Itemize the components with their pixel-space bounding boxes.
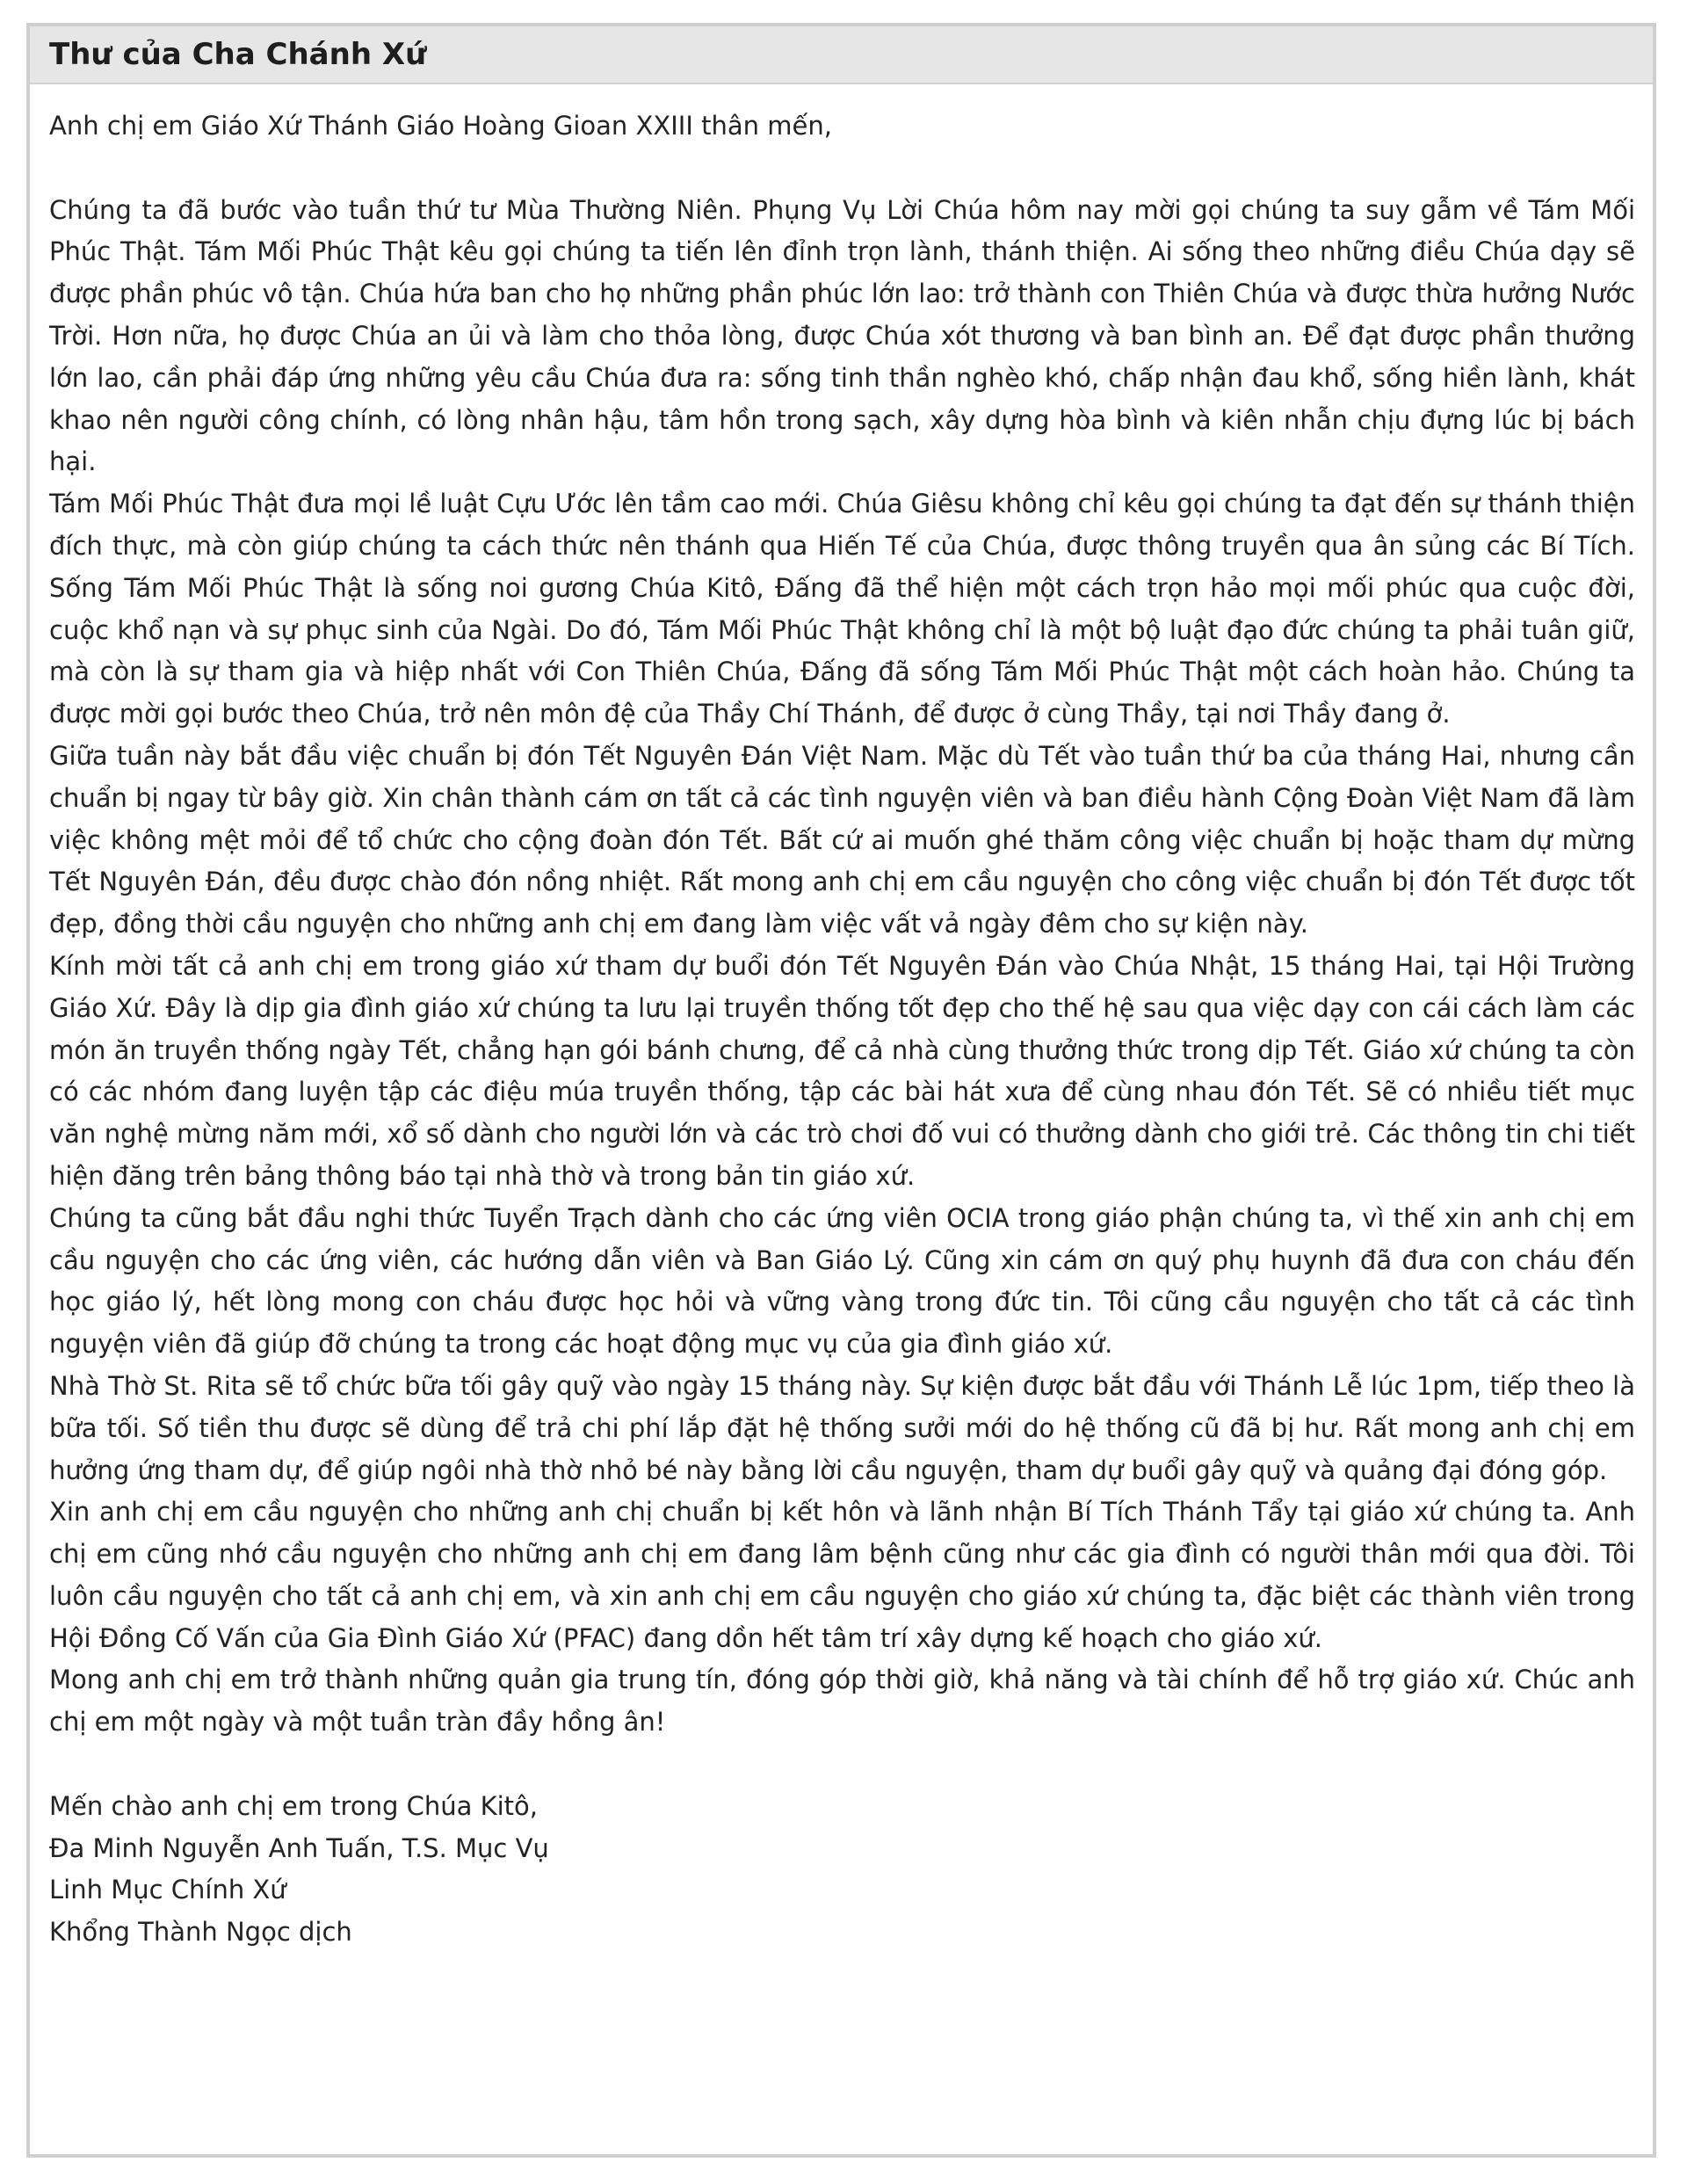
letter-body (30, 84, 1653, 1954)
paragraph-7: Xin anh chị em cầu nguyện cho những anh chị chuẩn bị kết hôn và lãnh nhận Bí Tích Thánh Tẩy tại giáo xứ chúng ta. Anh chị em cũng nhớ cầu nguyện cho những anh chị em đang lâm bệnh cũng như các gia đình có người thân mới qua đời. Tôi luôn cầu nguyện cho tất cả anh chị em, và xin anh chị em cầu nguyện cho giáo xứ chúng ta, đặc biệt các thành viên trong Hội Đồng Cố Vấn của Gia Đình Giáo Xứ (PFAC) đang dồn hết tâm trí xây dựng kế hoạch cho giáo xứ. (49, 1497, 1635, 1653)
greeting: Anh chị em Giáo Xứ Thánh Giáo Hoàng Gioan XXIII thân mến, (49, 111, 832, 141)
paragraph-4: Kính mời tất cả anh chị em trong giáo xứ tham dự buổi đón Tết Nguyên Đán vào Chúa Nhật, 15 tháng Hai, tại Hội Trường Giáo Xứ. Đây là dịp gia đình giáo xứ chúng ta lưu lại truyền thống tốt đẹp cho thế hệ sau qua việc dạy con cái cách làm các món ăn truyền thống ngày Tết, chẳng hạn gói bánh chưng, để cả nhà cùng thưởng thức trong dịp Tết. Giáo xứ chúng ta còn có các nhóm đang luyện tập các điệu múa truyền thống, tập các bài hát xưa để cùng nhau đón Tết. Sẽ có nhiều tiết mục văn nghệ mừng năm mới, xổ số dành cho người lớn và các trò chơi đố vui có thưởng dành cho giới trẻ. Các thông tin chi tiết hiện đăng trên bảng thông báo tại nhà thờ và trong bản tin giáo xứ. (49, 950, 1635, 1191)
paragraph-8: Mong anh chị em trở thành những quản gia trung tín, đóng góp thời giờ, khả năng và tài chính để hỗ trợ giáo xứ. Chúc anh chị em một ngày và một tuần tràn đầy hồng ân! (49, 1665, 1635, 1738)
paragraph-5: Chúng ta cũng bắt đầu nghi thức Tuyển Trạch dành cho các ứng viên OCIA trong giáo phận chúng ta, vì thế xin anh chị em cầu nguyện cho các ứng viên, các hướng dẫn viên và Ban Giáo Lý. Cũng xin cám ơn quý phụ huynh đã đưa con cháu đến học giáo lý, hết lòng mong con cháu được học hỏi và vững vàng trong đức tin. Tôi cũng cầu nguyện cho tất cả các tình nguyện viên đã giúp đỡ chúng ta trong các hoạt động mục vụ của gia đình giáo xứ. (49, 1202, 1635, 1360)
paragraph-6: Nhà Thờ St. Rita sẽ tổ chức bữa tối gây quỹ vào ngày 15 tháng này. Sự kiện được bắt đầu với Thánh Lễ lúc 1pm, tiếp theo là bữa tối. Số tiền thu được sẽ dùng để trả chi phí lắp đặt hệ thống sưởi mới do hệ thống cũ đã bị hư. Rất mong anh chị em hưởng ứng tham dự, để giúp ngôi nhà thờ nhỏ bé này bằng lời cầu nguyện, tham dự buổi gây quỹ và quảng đại đóng góp. (49, 1370, 1635, 1485)
translator-credit: Khổng Thành Ngọc dịch (49, 1917, 352, 1948)
paragraph-3: Giữa tuần này bắt đầu việc chuẩn bị đón Tết Nguyên Đán Việt Nam. Mặc dù Tết vào tuần thứ ba của tháng Hai, nhưng cần chuẩn bị ngay từ bây giờ. Xin chân thành cám ơn tất cả các tình nguyện viên và ban điều hành Cộng Đoàn Việt Nam đã làm việc không mệt mỏi để tổ chức cho cộng đoàn đón Tết. Bất cứ ai muốn ghé thăm công việc chuẩn bị hoặc tham dự mừng Tết Nguyên Đán, đều được chào đón nồng nhiệt. Rất mong anh chị em cầu nguyện cho công việc chuẩn bị đón Tết được tốt đẹp, đồng thời cầu nguyện cho những anh chị em đang làm việc vất vả ngày đêm cho sự kiện này. (49, 740, 1635, 940)
page-title: Thư của Cha Chánh Xứ (49, 37, 427, 72)
paragraph-2: Tám Mối Phúc Thật đưa mọi lề luật Cựu Ước lên tầm cao mới. Chúa Giêsu không chỉ kêu gọi chúng ta đạt đến sự thánh thiện đích thực, mà còn giúp chúng ta cách thức nên thánh qua Hiến Tế của Chúa, được thông truyền qua ân sủng các Bí Tích. Sống Tám Mối Phúc Thật là sống noi gương Chúa Kitô, Đấng đã thể hiện một cách trọn hảo mọi mối phúc qua cuộc đời, cuộc khổ nạn và sự phục sinh của Ngài. Do đó, Tám Mối Phúc Thật không chỉ là một bộ luật đạo đức chúng ta phải tuân giữ, mà còn là sự tham gia và hiệp nhất với Con Thiên Chúa, Đấng đã sống Tám Mối Phúc Thật một cách hoàn hảo. Chúng ta được mời gọi bước theo Chúa, trở nên môn đệ của Thầy Chí Thánh, để được ở cùng Thầy, tại nơi Thầy đang ở. (49, 489, 1635, 729)
signer-name: Đa Minh Nguyễn Anh Tuấn, T.S. Mục Vụ (49, 1832, 549, 1863)
spacer (49, 148, 1635, 190)
spacer (49, 1744, 1635, 1786)
title-bar (30, 26, 1653, 84)
closing-salutation: Mến chào anh chị em trong Chúa Kitô, (49, 1790, 538, 1821)
letter-panel (26, 23, 1656, 2158)
paragraph-1: Chúng ta đã bước vào tuần thứ tư Mùa Thường Niên. Phụng Vụ Lời Chúa hôm nay mời gọi chúng ta suy gẫm về Tám Mối Phúc Thật. Tám Mối Phúc Thật kêu gọi chúng ta tiến lên đỉnh trọn lành, thánh thiện. Ai sống theo những điều Chúa dạy sẽ được phần phúc vô tận. Chúa hứa ban cho họ những phần phúc lớn lao: trở thành con Thiên Chúa và được thừa hưởng Nước Trời. Hơn nữa, họ được Chúa an ủi và làm cho thỏa lòng, được Chúa xót thương và ban bình an. Để đạt được phần thưởng lớn lao, cần phải đáp ứng những yêu cầu Chúa đưa ra: sống tinh thần nghèo khó, chấp nhận đau khổ, sống hiền lành, khát khao nên người công chính, có lòng nhân hậu, tâm hồn trong sạch, xây dựng hòa bình và kiên nhẫn chịu đựng lúc bị bách hại. (49, 194, 1635, 477)
signer-role: Linh Mục Chính Xứ (49, 1875, 286, 1905)
